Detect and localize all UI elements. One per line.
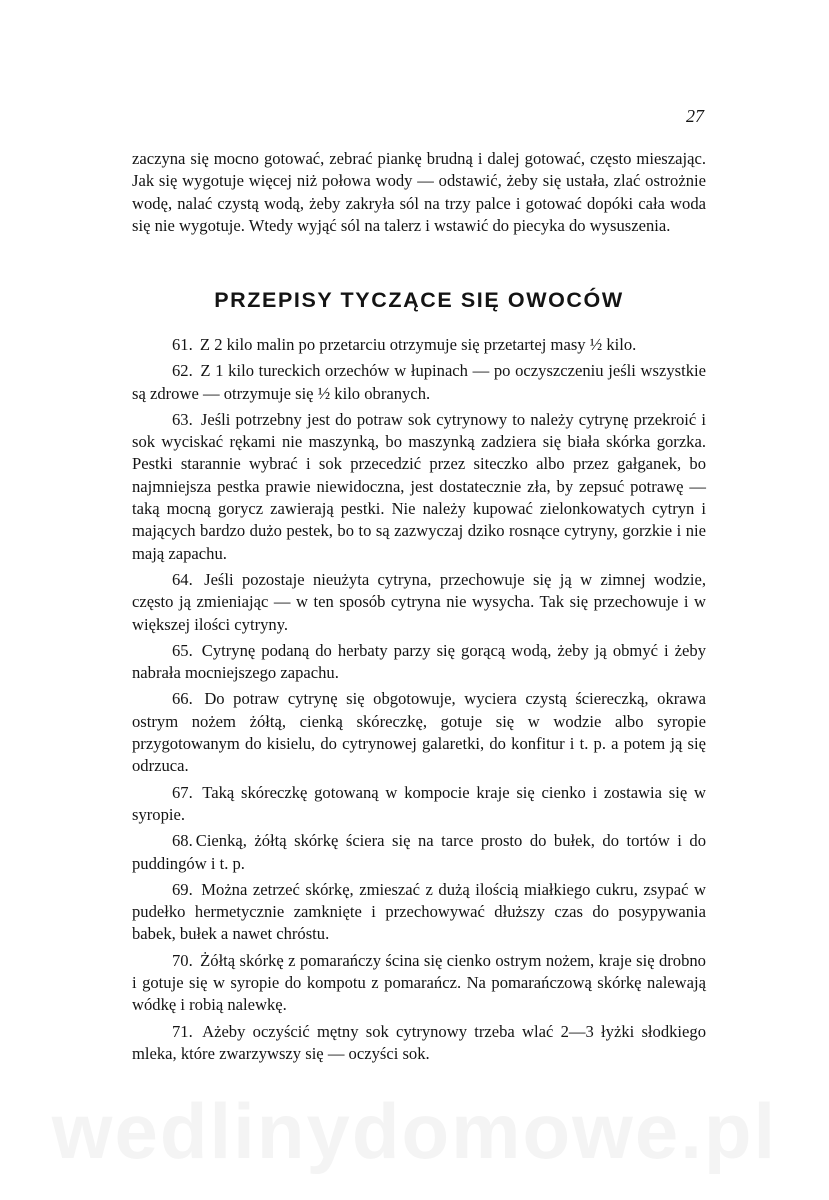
recipe-61 — [132, 334, 706, 356]
recipe-number: 71. — [172, 1021, 193, 1041]
recipe-number: 70. — [172, 950, 193, 970]
recipe-number: 68. — [172, 831, 193, 851]
recipe-71 — [132, 1021, 706, 1066]
recipe-number: 67. — [172, 782, 193, 802]
recipe-text: Żółtą skórkę z pomarańczy ścina się cienko ostrym nożem, kraje się drobno i gotuje się w syropie do kompotu z pomarańcz. Na pomarańczową skórkę nalewają wódkę i robią nalewkę. — [132, 950, 706, 1015]
recipe-62 — [132, 360, 706, 405]
recipe-number: 65. — [172, 640, 193, 660]
recipe-66 — [132, 688, 706, 777]
recipe-text: Cytrynę podaną do herbaty parzy się gorącą wodą, żeby ją obmyć i żeby nabrała mocniejszego zapachu. — [132, 640, 706, 683]
recipe-text: Można zetrzeć skórkę, zmieszać z dużą ilością miałkiego cukru, zsypać w pudełko hermetycznie zamknięte i przechowywać dłuższy czas do posypywania babek, bułek a nawet chróstu. — [132, 879, 706, 944]
recipe-number: 69. — [172, 879, 193, 899]
recipe-number: 66. — [172, 689, 193, 709]
recipe-text: Jeśli potrzebny jest do potraw sok cytrynowy to należy cytrynę przekroić i sok wyciskać rękami nie maszynką, bo maszynką zadziera się biała skórka gorzka. Pestki starannie wybrać i sok przecedzić przez siteczko albo przez gałganek, bo najmniejsza pestka prawie niewidoczna, jest dostatecznie zła, by zepsuć potrawę — taką mocną gorycz zawierają pestki. Nie należy kupować zielonkowatych cytryn i mających bardzo dużo pestek, bo to są zazwyczaj dziko rosnące cytryny, gorzkie i nie mają zapachu. — [132, 409, 706, 563]
recipe-text: Taką skóreczkę gotowaną w kompocie kraje się cienko i zostawia się w syropie. — [132, 782, 706, 824]
watermark: wedlinydomowe.pl — [51, 1087, 778, 1175]
recipe-number: 61. — [172, 335, 193, 354]
recipe-number: 62. — [172, 361, 193, 381]
recipe-65 — [132, 640, 706, 685]
intro-paragraph: zaczyna się mocno gotować, zebrać piankę brudną i dalej gotować, często mieszając. Jak się wygotuje więcej niż połowa wody — odstawić, żeby się ustała, zlać ostrożnie wodę, nalać czystą wodą, żeby zakryła sól na trzy palce i gotować dopóki cała woda się nie wygotuje. Wtedy wyjąć sól na talerz i wstawić do piecyka do wysuszenia. — [132, 149, 706, 235]
recipe-67 — [132, 782, 706, 827]
recipe-text: Cienką, żółtą skórkę ściera się na tarce prosto do bułek, do tortów i do puddingów i t. p. — [132, 831, 706, 873]
recipe-number: 64. — [172, 569, 193, 589]
recipe-list — [132, 334, 706, 1069]
recipe-63 — [132, 409, 706, 565]
recipe-69 — [132, 879, 706, 946]
section-heading: PRZEPISY TYCZĄCE SIĘ OWOCÓW — [214, 288, 624, 312]
page-number: 27 — [686, 106, 704, 126]
recipe-64 — [132, 569, 706, 636]
recipe-text: Ażeby oczyścić mętny sok cytrynowy trzeba wlać 2—3 łyżki słodkiego mleka, które zwarzywszy się — oczyści sok. — [132, 1021, 707, 1063]
recipe-text: Z 1 kilo tureckich orzechów w łupinach — po oczyszczeniu jeśli wszystkie są zdrowe — otrzymuje się ½ kilo obranych. — [132, 361, 706, 403]
recipe-text: Jeśli pozostaje nieużyta cytryna, przechowuje się ją w zimnej wodzie, często ją zmieniając — w ten sposób cytryna nie wysycha. Tak się przechowuje i w większej ilości cytryny. — [132, 569, 706, 634]
recipe-text: Do potraw cytrynę się obgotowuje, wyciera czystą ściereczką, okrawa ostrym nożem żółtą, cienką skóreczkę, gotuje się w wodzie albo syropie przygotowanym do kisielu, do cytrynowej galaretki, do konfitur i t. p. a potem ją się odrzuca. — [132, 689, 706, 776]
recipe-text: Z 2 kilo malin po przetarciu otrzymuje się przetartej masy ½ kilo. — [199, 335, 637, 354]
recipe-68 — [132, 830, 706, 875]
recipe-70 — [132, 950, 706, 1017]
recipe-number: 63. — [172, 409, 193, 429]
